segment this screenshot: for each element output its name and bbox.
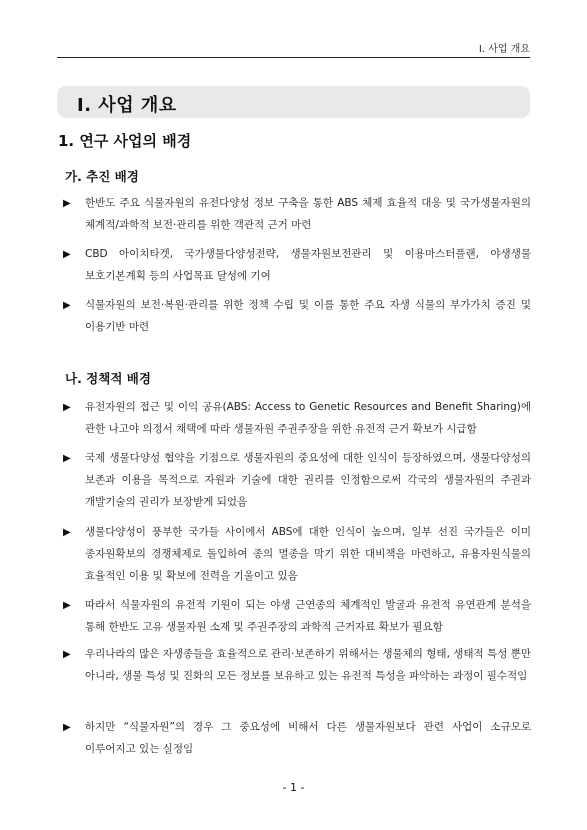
bullet-text: 우리나라의 많은 자생종들을 효율적으로 관리·보존하기 위해서는 생물체의 형태, 생태적 특성 뿐만 아니라, 생물 특성 및 진화의 모든 정보를 보유하고 있는 유전적 특성을 파악하는 과정이 필수적임 [85, 648, 531, 682]
bullet-text: 한반도 주요 식물자원의 유전다양성 정보 구축을 통한 ABS 체제 효율적 대응 및 국가생물자원의 체계적/과학적 보전·관리를 위한 객관적 근거 마련 [85, 197, 531, 231]
section-title: 1. 연구 사업의 배경 [58, 132, 192, 150]
triangle-right-icon: ▶ [63, 198, 71, 209]
triangle-right-icon: ▶ [63, 249, 71, 260]
bullet-text: 식물자원의 보전·복원·관리를 위한 정책 수립 및 이를 통한 주요 자생 식물의 부가가치 증진 및 이용기반 마련 [85, 299, 531, 333]
subsection-title: 가. 추진 배경 [65, 169, 139, 184]
bullet-text: 국제 생물다양성 협약을 기점으로 생물자원의 중요성에 대한 인식이 등장하였으며, 생물다양성의 보존과 이용을 목적으로 자원과 기술에 대한 권리를 인정함으로써 각국의 생물자원의 주권과 개발기술의 권리가 보장받게 되었음 [85, 452, 531, 508]
triangle-right-icon: ▶ [63, 527, 71, 538]
subsection-title: 나. 정책적 배경 [65, 371, 151, 386]
triangle-right-icon: ▶ [63, 453, 71, 464]
chapter-title: Ⅰ. 사업 개요 [77, 95, 177, 116]
bullet-text: 따라서 식물자원의 유전적 기원이 되는 야생 근연종의 체계적인 발굴과 유전적 유연관계 분석을 통해 한반도 고유 생물자원 소재 및 주권주장의 과학적 근거자료 확보가 필요함 [85, 599, 531, 633]
bullet-text: 유전자원의 접근 및 이익 공유(ABS: Access to Genetic Resources and Benefit Sharing)에 관한 나고야 의정서 채택에 따라 생물자원 주권주장을 위한 유전적 근거 확보가 시급함 [85, 401, 531, 435]
chapter-title-box [57, 86, 530, 118]
bullet-text: 하지만 “식물자원”의 경우 그 중요성에 비해서 다른 생물자원보다 관련 사업이 소규모로 이루어지고 있는 실정임 [85, 721, 531, 755]
bullet-text: 생물다양성이 풍부한 국가들 사이에서 ABS에 대한 인식이 높으며, 일부 선진 국가들은 이미 종자원확보의 경쟁체제로 돌입하여 종의 멸종을 막기 위한 대비책을 마련하고, 유용자원식물의 효율적인 이용 및 확보에 전력을 기울이고 있음 [85, 526, 531, 582]
running-head: I. 사업 개요 [478, 44, 530, 55]
header-rule [57, 57, 530, 58]
page-number: - 1 - [282, 781, 305, 794]
triangle-right-icon: ▶ [63, 600, 71, 611]
triangle-right-icon: ▶ [63, 649, 71, 660]
triangle-right-icon: ▶ [63, 722, 71, 733]
bullet-text: CBD 아이치타겟, 국가생물다양성전략, 생물자원보전관리 및 이용마스터플랜, 야생생물 보호기본계획 등의 사업목표 달성에 기여 [85, 248, 531, 282]
triangle-right-icon: ▶ [63, 300, 71, 311]
triangle-right-icon: ▶ [63, 402, 71, 413]
